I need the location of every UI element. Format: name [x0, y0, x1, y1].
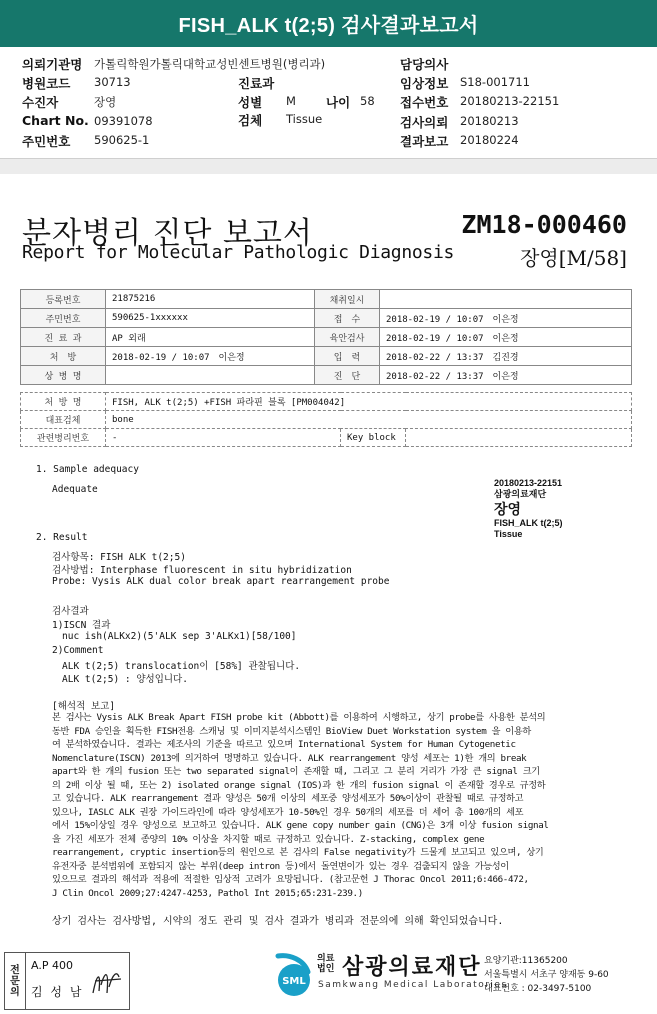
rrn-label: 주민번호	[22, 134, 71, 149]
sex-value: M	[286, 94, 296, 108]
age-label: 나이	[326, 95, 351, 110]
stamp-specimen: Tissue	[494, 529, 523, 539]
table-cell: 2018-02-19 / 10:07 이은정	[106, 347, 315, 366]
stamp-test: FISH_ALK t(2;5)	[494, 518, 563, 528]
table-cell: 진 료 과	[21, 328, 106, 347]
pathologist-license: A.P 400	[31, 959, 73, 972]
table-cell: bone	[106, 411, 632, 429]
result-report-value: 20180224	[460, 133, 519, 147]
specimen-value: Tissue	[286, 112, 323, 126]
table-row	[21, 393, 632, 411]
clinical-info-value: S18-001711	[460, 75, 530, 89]
institution-label: 의뢰기관명	[22, 57, 83, 72]
hospital-code-label: 병원코드	[22, 76, 71, 91]
request-header	[0, 47, 657, 157]
table-row	[21, 347, 632, 366]
specimen-label: 검체	[238, 113, 263, 128]
paragraph-line: 있으므로 결과의 해석과 적용에 적절한 임상적 고려가 요망됩니다. (참고문헌 J Thorac Oncol 2011;6:466-472,	[52, 874, 529, 885]
closing-statement: 상기 검사는 검사방법, 시약의 정도 관리 및 검사 결과가 병리과 전문의에 의해 확인되었습니다.	[52, 916, 504, 927]
stamp-org: 삼광의료재단	[494, 489, 547, 499]
receipt-value: 20180213-22151	[460, 94, 560, 108]
specimen-stamp	[494, 478, 563, 540]
table-row	[21, 290, 632, 309]
paragraph-line: 의 2배 이상 될 때, 또는 2) isolated orange signal (IOS)과 한 개의 fusion signal 이 존재할 경우로 규정하	[52, 779, 546, 791]
table-cell: Key block	[341, 429, 406, 447]
registration-table	[20, 289, 632, 385]
table-cell: 21875216	[106, 290, 315, 309]
pathologist-signature-box	[4, 952, 130, 1010]
paragraph-line: 본 검사는 Vysis ALK Break Apart FISH probe kit (Abbott)를 이용하여 시행하고, 상기 probe를 사용한 분석의	[52, 712, 546, 723]
contact-line: 서울특별시 서초구 양재동 9-60	[484, 970, 609, 980]
specialist-char: 의	[10, 986, 20, 998]
table-cell: 상 병 명	[21, 366, 106, 385]
iscn-value: nuc ish(ALKx2)(5'ALK sep 3'ALKx1)[58/100]	[62, 631, 297, 642]
org-name-english: Samkwang Medical Laboratories	[318, 980, 508, 990]
table-cell	[380, 290, 632, 309]
paragraph-line: 고 있습니다. ALK rearrangement 결과 양성은 50개 이상의 세포중 양성세포가 50%이상이 관찰될 때로 규정하고	[52, 793, 524, 804]
table-cell: 2018-02-22 / 13:37 김진경	[380, 347, 632, 366]
table-cell: 채취일시	[315, 290, 380, 309]
sml-logo-icon	[270, 952, 314, 998]
table-cell: 육안검사	[315, 328, 380, 347]
org-contact	[484, 954, 609, 996]
table-cell: -	[106, 429, 341, 447]
paragraph-line: rearrangement, cryptic insertion등의 원인으로 본 검사의 False negativity가 드물게 보고되고 있으며, 상기	[52, 847, 544, 858]
request-label: 검사의뢰	[400, 115, 449, 130]
table-row	[21, 429, 632, 447]
report-title-english: Report for Molecular Pathologic Diagnosis	[22, 242, 455, 263]
table-cell: 590625-1xxxxxx	[106, 309, 315, 328]
results-heading: 검사결과	[52, 606, 89, 617]
section-result: 2. Result	[36, 532, 88, 543]
sex-label: 성별	[238, 95, 263, 110]
paragraph-line: J Clin Oncol 2009;27:4247-4253, Pathol Int 2015;65:231-239.)	[52, 887, 363, 899]
table-cell: 입 력	[315, 347, 380, 366]
test-method: 검사방법: Interphase fluorescent in situ hybridization	[52, 565, 352, 576]
patient-label: 수진자	[22, 95, 59, 110]
contact-line: 대표번호 : 02-3497-5100	[484, 984, 592, 994]
specialist-char: 전	[10, 964, 20, 976]
test-item: 검사항목: FISH ALK t(2;5)	[52, 552, 186, 563]
stamp-receipt: 20180213-22151	[494, 478, 563, 488]
table-cell: 관련병리번호	[21, 429, 106, 447]
request-value: 20180213	[460, 114, 519, 128]
table-cell: 주민번호	[21, 309, 106, 328]
report-number: ZM18-000460	[461, 210, 627, 239]
paragraph-line: 동반 FDA 승인을 획득한 FISH전용 스캐닝 및 이미지분석시스템인 BioView Duet Workstation system 을 이용하	[52, 725, 531, 737]
org-name: 삼광의료재단	[342, 955, 482, 980]
table-cell: 2018-02-19 / 10:07 이은정	[380, 309, 632, 328]
chart-value: 09391078	[94, 114, 153, 128]
org-prefix	[317, 954, 334, 974]
pathologist-name: 김 성 남	[31, 985, 84, 999]
paragraph-line: Nomenclature(ISCN) 2013에 의거하여 명명하고 있습니다. ALK rearrangement 양성 세포는 1)한 개의 break	[52, 752, 527, 764]
table-cell: 등록번호	[21, 290, 106, 309]
paragraph-line: 을 가진 세포가 전체 종양의 10% 이상을 차지할 때로 규정하고 있습니다. Z-stacking, complex gene	[52, 833, 485, 845]
table-cell: 대표검체	[21, 411, 106, 429]
table-cell	[406, 429, 632, 447]
clinical-info-label: 임상정보	[400, 76, 449, 91]
paragraph-line: 유전자중 분석범위에 포함되지 않는 부위(deep intron 등)에서 돌연변이가 있는 경우 검출되지 않을 가능성이	[52, 860, 509, 872]
org-prefix-line: 의료	[317, 954, 335, 964]
hospital-code-value: 30713	[94, 75, 131, 89]
patient-value: 장영	[94, 95, 117, 109]
doctor-label: 담당의사	[400, 57, 449, 72]
specialist-label	[5, 953, 26, 1009]
comment-line-2: ALK t(2;5) : 양성입니다.	[62, 674, 188, 685]
sample-adequacy-value: Adequate	[52, 484, 98, 495]
table-cell: 2018-02-22 / 13:37 이은정	[380, 366, 632, 385]
receipt-label: 접수번호	[400, 95, 449, 110]
specialist-char: 문	[10, 975, 20, 987]
org-prefix-line: 법인	[317, 964, 335, 974]
order-table	[20, 392, 632, 447]
paragraph-line: 여 분석하였습니다. 결과는 제조사의 기준을 따르고 있으며 International System for Human Cytogenetic	[52, 739, 516, 750]
age-value: 58	[360, 94, 375, 108]
report-title-korean: 분자병리 진단 보고서	[22, 216, 313, 251]
report-title: FISH_ALK t(2;5) 검사결과보고서	[178, 15, 479, 37]
interpretation-text	[52, 711, 642, 900]
table-cell: 처 방 명	[21, 393, 106, 411]
signature-icon	[89, 963, 125, 1003]
table-cell: 처 방	[21, 347, 106, 366]
section-sample-adequacy: 1. Sample adequacy	[36, 464, 139, 475]
table-cell	[106, 366, 315, 385]
stamp-patient: 장영	[494, 501, 522, 517]
table-row	[21, 309, 632, 328]
table-row	[21, 328, 632, 347]
patient-tag: 장영[M/58]	[520, 246, 627, 270]
test-probe: Probe: Vysis ALK dual color break apart rearrangement probe	[52, 576, 390, 587]
scan-separator	[0, 158, 657, 175]
table-row	[21, 411, 632, 429]
table-cell: FISH, ALK t(2;5) +FISH 파라핀 블록 [PM004042]	[106, 393, 632, 411]
table-cell: AP 외래	[106, 328, 315, 347]
paragraph-line: 에서 15%이상일 경우 양성으로 보고하고 있습니다. ALK gene copy number gain (CNG)은 3개 이상 fusion signal	[52, 820, 549, 831]
table-cell: 2018-02-19 / 10:07 이은정	[380, 328, 632, 347]
interpretation-heading: [해석적 보고]	[52, 701, 116, 712]
result-report-label: 결과보고	[400, 134, 449, 149]
rrn-value: 590625-1	[94, 133, 150, 147]
paragraph-line: 있으나, IASLC ALK 권장 가이드라인에 따라 양성세포가 10-50%인 경우 50개의 세포를 더 세어 총 100개의 세포	[52, 806, 524, 818]
table-cell: 접 수	[315, 309, 380, 328]
comment-line-1: ALK t(2;5) translocation이 [58%] 관찰됩니다.	[62, 661, 301, 672]
table-cell: 진 단	[315, 366, 380, 385]
comment-heading: 2)Comment	[52, 645, 104, 656]
report-title-bar	[0, 0, 657, 47]
paragraph-line: apart와 한 개의 fusion 또는 two separated signal이 존재할 때, 그리고 그 분리 거리가 가장 큰 signal 크기	[52, 766, 540, 777]
institution-value: 가톨릭학원가톨릭대학교성빈센트병원(병리과)	[94, 57, 326, 71]
iscn-heading: 1)ISCN 결과	[52, 620, 111, 631]
chart-label: Chart No.	[22, 113, 89, 128]
contact-line: 요양기관:11365200	[484, 956, 568, 966]
department-label: 진료과	[238, 76, 275, 91]
table-row	[21, 366, 632, 385]
logo-text: SML	[282, 976, 306, 987]
